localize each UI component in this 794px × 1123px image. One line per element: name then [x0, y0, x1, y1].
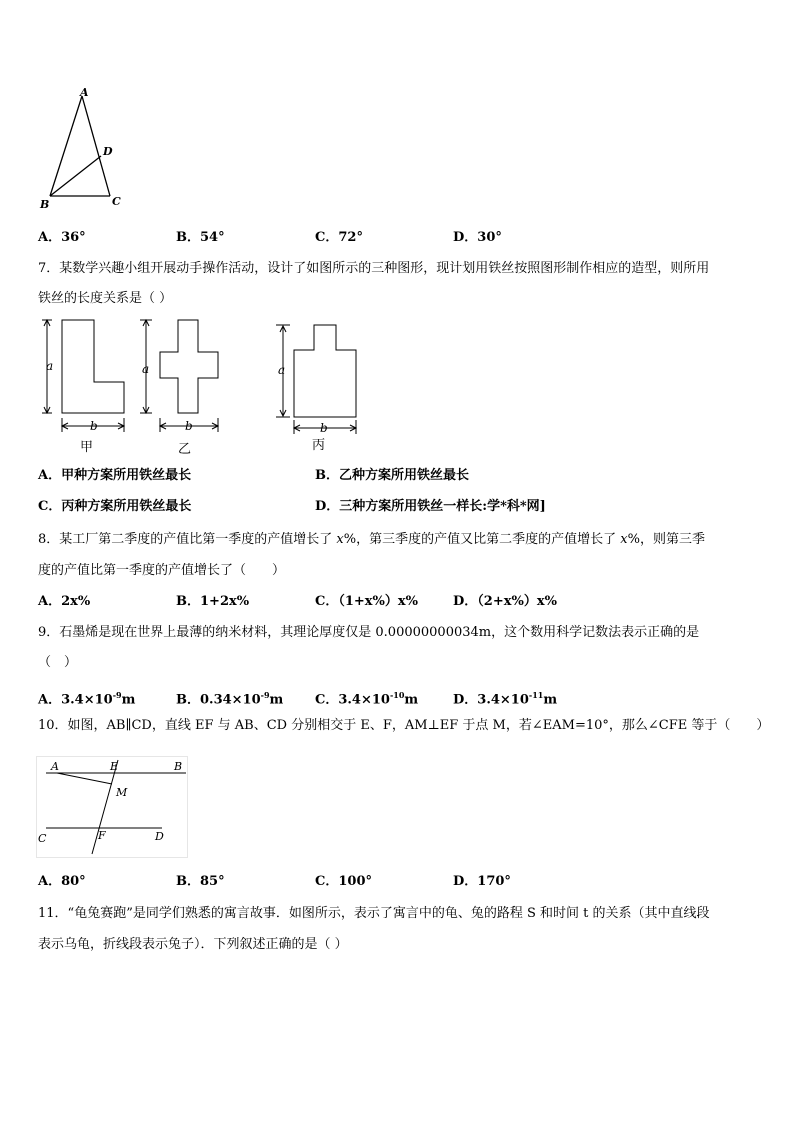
- shape2-b-label: b: [185, 419, 193, 433]
- point-c-label: C: [38, 832, 47, 845]
- q9-option-a[interactable]: A．$3.4\times 10^{-9}m$: [38, 690, 136, 708]
- wire-shapes-figure: [38, 316, 368, 456]
- shape2-a-label: a: [142, 362, 150, 376]
- vertex-a-label: A: [80, 86, 89, 99]
- vertex-d-label: D: [103, 145, 113, 158]
- shape1-name: 甲: [80, 440, 94, 455]
- q10-option-b[interactable]: B．85°: [176, 874, 225, 889]
- q7-option-b[interactable]: B．乙种方案所用铁丝最长: [315, 468, 470, 483]
- q8-option-d[interactable]: D．（2+x%）x%: [453, 594, 557, 609]
- q11-question-line1: 11．“龟兔赛跑”是同学们熟悉的寓言故事．如图所示，表示了寓言中的龟、兔的路程 S 和时间 t 的关系（其中直线段: [38, 906, 710, 921]
- shape3-a-label: a: [278, 363, 286, 377]
- shape3-b-label: b: [320, 421, 328, 435]
- q7-question-line1: 7．某数学兴趣小组开展动手操作活动，设计了如图所示的三种图形，现计划用铁丝按照图形制作相应的造型，则所用: [38, 261, 710, 276]
- q6-option-d[interactable]: D．30°: [453, 230, 502, 245]
- shape3-name: 丙: [312, 438, 326, 453]
- point-m-label: M: [116, 786, 128, 799]
- q11-question-line2: 表示乌龟，折线段表示兔子）．下列叙述正确的是（ ）: [38, 937, 348, 952]
- q8-option-c[interactable]: C．（1+x%）x%: [315, 594, 419, 609]
- q8-question-line2: 度的产值比第一季度的产值增长了（ ）: [38, 563, 286, 578]
- shape1-b-label: b: [90, 419, 98, 433]
- q6-option-c[interactable]: C．72°: [315, 230, 363, 245]
- shape2-name: 乙: [178, 442, 192, 456]
- point-a-label: A: [51, 760, 59, 773]
- point-f-label: F: [98, 829, 106, 842]
- point-b-label: B: [174, 760, 183, 773]
- q7-option-d[interactable]: D．三种方案所用铁丝一样长:学*科*网]: [315, 499, 546, 514]
- parallel-lines-figure: [36, 756, 188, 858]
- vertex-c-label: C: [112, 195, 121, 208]
- q10-option-a[interactable]: A．80°: [38, 874, 86, 889]
- q9-option-c[interactable]: C．$3.4\times 10^{-10}m$: [315, 690, 419, 708]
- q9-question-line2: （ ）: [38, 655, 78, 670]
- point-d-label: D: [155, 830, 164, 843]
- triangle-figure: [38, 84, 130, 214]
- q8-option-b[interactable]: B．1+2x%: [176, 594, 250, 609]
- shape1-a-label: a: [46, 359, 54, 373]
- q6-option-a[interactable]: A．36°: [38, 230, 86, 245]
- vertex-b-label: B: [40, 198, 50, 211]
- q9-question-line1: 9．石墨烯是现在世界上最薄的纳米材料，其理论厚度仅是 0.00000000034m，这个数用科学记数法表示正确的是: [38, 625, 700, 640]
- q7-question-line2: 铁丝的长度关系是（ ）: [38, 291, 173, 306]
- q9-option-d[interactable]: D．$3.4\times 10^{-11}m$: [453, 690, 558, 708]
- q7-option-c[interactable]: C．丙种方案所用铁丝最长: [38, 499, 192, 514]
- q6-option-b[interactable]: B．54°: [176, 230, 225, 245]
- q7-option-a[interactable]: A．甲种方案所用铁丝最长: [38, 468, 192, 483]
- q10-option-d[interactable]: D．170°: [453, 874, 511, 889]
- point-e-label: E: [110, 760, 119, 773]
- q10-option-c[interactable]: C．100°: [315, 874, 372, 889]
- q8-option-a[interactable]: A．2x%: [38, 594, 91, 609]
- q10-question-line1: 10．如图，AB∥CD，直线 EF 与 AB、CD 分别相交于 E、F，AM⊥EF 于点 M，若∠EAM=10°，那么∠CFE 等于（ ）: [38, 718, 770, 733]
- q8-question-line1: 8．某工厂第二季度的产值比第一季度的产值增长了 x%，第三季度的产值又比第二季度的产值增长了 x%，则第三季: [38, 532, 705, 547]
- q9-option-b[interactable]: B．$0.34\times 10^{-9}m$: [176, 690, 284, 708]
